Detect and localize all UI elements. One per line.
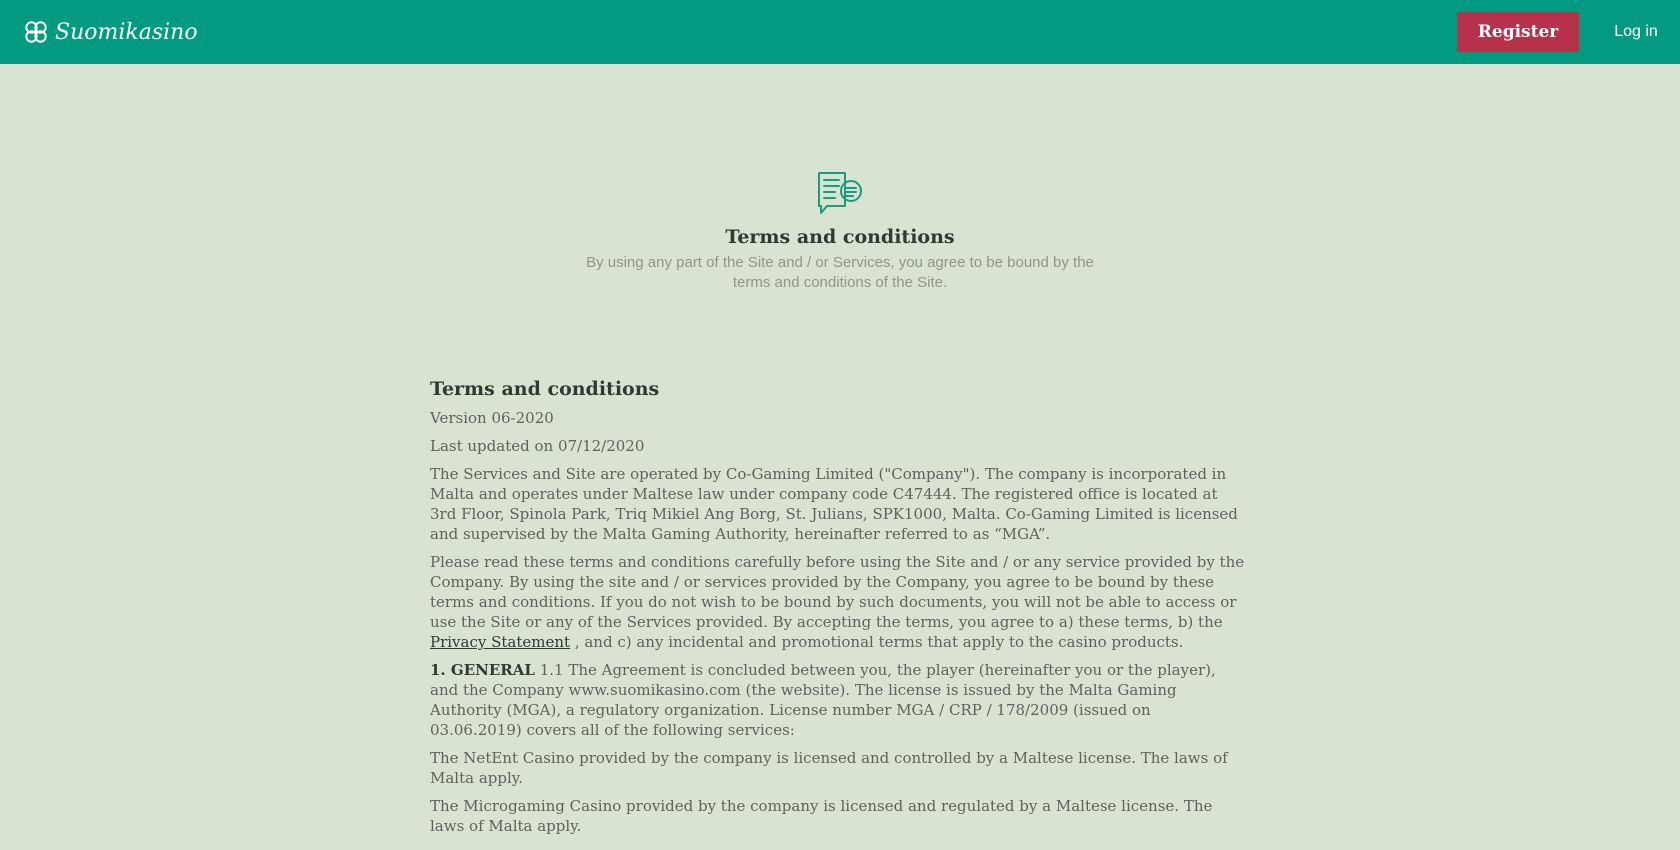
logo[interactable] [23,17,198,47]
login-link[interactable]: Log in [1614,23,1658,40]
version-text: Version 06-2020 [430,409,554,427]
page-title: Terms and conditions [725,226,955,248]
agreement-text-after: , and c) any incidental and promotional terms that apply to the casino products. [570,633,1184,651]
page-subtitle: By using any part of the Site and / or Services, you agree to be bound by the terms and conditions of the Site. [586,254,1094,291]
top-bar [0,0,1680,64]
general-label: 1. GENERAL [430,661,535,679]
privacy-statement-link[interactable]: Privacy Statement [430,633,571,651]
logo-text: Suomikasino [55,19,198,45]
general-text: 1.1 The Agreement is concluded between you, the player (hereinafter you or the player), and the Company www.suomikasino.com (the website). The license is issued by the Malta Gaming Authority (MGA), a regulatory organization. License number MGA / CRP / 178/2009 (issued on 03.06.2019) covers all of the following services: [430,661,1216,739]
terms-heading: Terms and conditions [430,378,660,400]
netent-paragraph: The NetEnt Casino provided by the company is licensed and controlled by a Maltese license. The laws of Malta apply. [430,749,1228,787]
microgaming-paragraph: The Microgaming Casino provided by the company is licensed and regulated by a Maltese license. The laws of Malta apply. [430,797,1213,835]
last-updated-text: Last updated on 07/12/2020 [430,437,645,455]
document-chat-icon [815,170,865,216]
clover-logo-icon [23,19,49,45]
general-paragraph [430,660,1245,740]
register-button[interactable]: Register [1457,12,1579,52]
agreement-text-before: Please read these terms and conditions carefully before using the Site and / or any service provided by the Company. By using the site and / or services provided by the Company, you agree to be bound by these terms and conditions. If you do not wish to be bound by such documents, you will not be able to access or use the Site or any of the Services provided. By accepting the terms, you agree to a) these terms, b) the [430,553,1245,631]
company-paragraph: The Services and Site are operated by Co-Gaming Limited ("Company"). The company is incorporated in Malta and operates under Maltese law under company code C47444. The registered office is located at 3rd Floor, Spinola Park, Triq Mikiel Ang Borg, St. Julians, SPK1000, Malta. Co-Gaming Limited is licensed and supervised by the Malta Gaming Authority, hereinafter referred to as “MGA”. [430,465,1238,543]
hero-section [560,170,1120,293]
terms-content [430,378,1245,844]
agreement-paragraph [430,552,1245,652]
